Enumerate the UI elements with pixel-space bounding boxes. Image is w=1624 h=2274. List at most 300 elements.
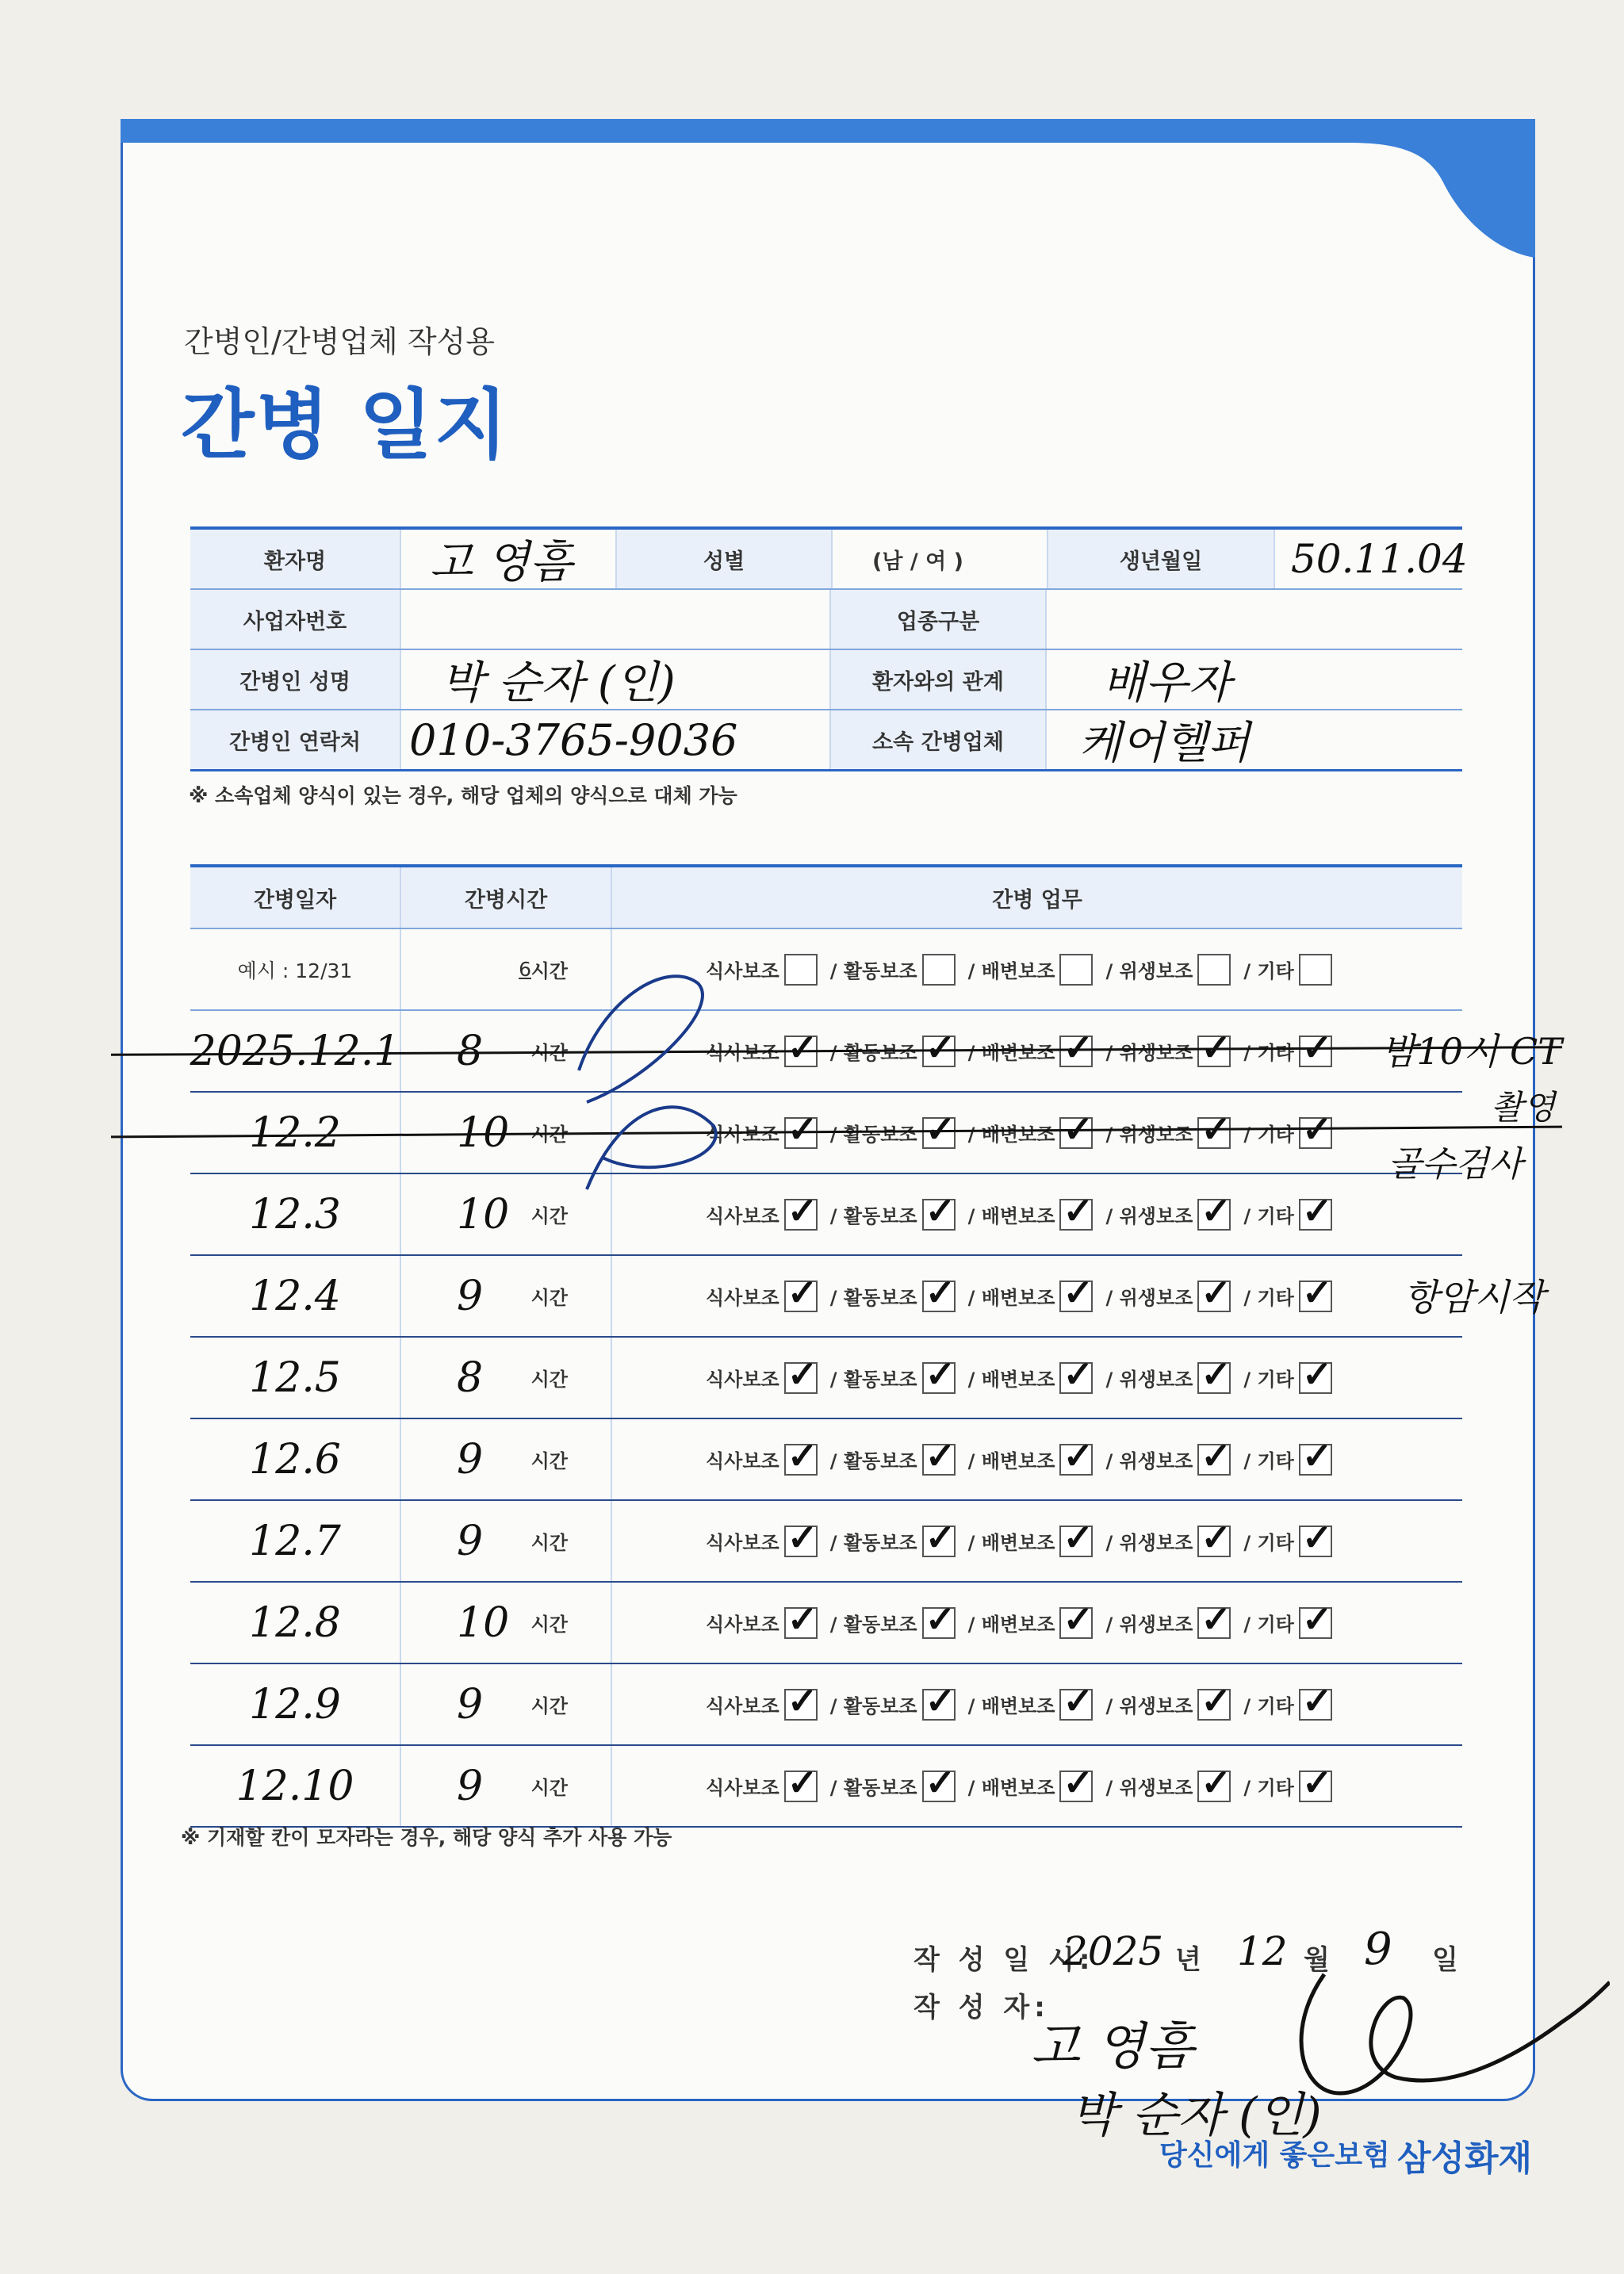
date-cell[interactable] bbox=[190, 1011, 401, 1091]
tasks-cell bbox=[612, 1746, 1462, 1826]
example-row bbox=[190, 929, 1462, 1011]
tasks-cell bbox=[612, 1664, 1462, 1744]
task-1 bbox=[829, 1515, 960, 1559]
care-hours: 9 bbox=[457, 1517, 484, 1565]
task-checkbox[interactable] bbox=[1299, 1352, 1333, 1395]
check-mark-icon: ✓ bbox=[1063, 1597, 1094, 1640]
task-1 bbox=[830, 954, 960, 986]
task-4 bbox=[1243, 1025, 1337, 1069]
task-label: / 위생보조 bbox=[1105, 1287, 1193, 1309]
task-label: / 위생보조 bbox=[1105, 960, 1193, 982]
check-mark-icon: ✓ bbox=[925, 1434, 956, 1477]
check-mark-icon: ✓ bbox=[1201, 1025, 1231, 1069]
task-3 bbox=[1105, 954, 1235, 986]
date-cell[interactable] bbox=[190, 1174, 401, 1254]
hours-cell[interactable] bbox=[401, 1664, 612, 1744]
task-2 bbox=[967, 1760, 1098, 1804]
task-checkbox[interactable] bbox=[1299, 1107, 1333, 1150]
task-label: / 위생보조 bbox=[1105, 1369, 1193, 1391]
form-title: 간병 일지 bbox=[181, 381, 510, 469]
hours-unit: 시간 bbox=[530, 1695, 568, 1717]
task-0 bbox=[706, 1270, 822, 1314]
check-mark-icon: ✓ bbox=[1063, 1515, 1094, 1559]
task-label: / 배변보조 bbox=[967, 1450, 1055, 1472]
caregiver-name-label: 간병인 성명 bbox=[190, 650, 401, 709]
task-checkbox[interactable] bbox=[1197, 1025, 1231, 1069]
check-mark-icon: ✓ bbox=[1301, 1679, 1333, 1722]
task-label: / 기타 bbox=[1243, 960, 1294, 982]
care-date: 12.2 bbox=[249, 1108, 341, 1157]
task-label: / 위생보조 bbox=[1105, 1532, 1193, 1554]
care-date: 12.9 bbox=[249, 1680, 341, 1728]
task-3 bbox=[1105, 1760, 1235, 1804]
task-label: 식사보조 bbox=[706, 1287, 779, 1309]
task-checkbox[interactable] bbox=[1197, 1352, 1231, 1395]
hours-unit: 시간 bbox=[530, 1124, 568, 1146]
task-label: 식사보조 bbox=[706, 1124, 779, 1146]
contact-value: 010-3765-9036 bbox=[409, 714, 738, 765]
care-row bbox=[190, 1664, 1462, 1746]
task-checkbox[interactable] bbox=[922, 1352, 956, 1395]
hours-cell[interactable] bbox=[401, 1746, 612, 1826]
task-0 bbox=[706, 1597, 822, 1640]
task-checkbox[interactable] bbox=[1197, 1597, 1231, 1640]
corner-wave bbox=[1348, 119, 1535, 262]
care-hours: 10 bbox=[457, 1598, 510, 1647]
care-hours: 8 bbox=[457, 1027, 484, 1075]
task-label: 식사보조 bbox=[706, 1205, 779, 1227]
task-label: / 배변보조 bbox=[967, 1042, 1055, 1064]
hours-unit: 시간 bbox=[530, 1450, 568, 1472]
info-table bbox=[190, 526, 1468, 771]
header-hours: 간병시간 bbox=[401, 867, 612, 928]
gender-cell[interactable] bbox=[833, 530, 1048, 588]
check-mark-icon: ✓ bbox=[1063, 1107, 1094, 1150]
task-checkbox[interactable] bbox=[922, 1597, 956, 1640]
task-checkbox[interactable] bbox=[1059, 1025, 1094, 1069]
sign-year: 2025 bbox=[1063, 1928, 1164, 1974]
check-mark-icon: ✓ bbox=[1301, 1515, 1333, 1559]
care-hours: 8 bbox=[457, 1353, 484, 1402]
task-checkbox[interactable] bbox=[1197, 954, 1231, 986]
hours-cell[interactable] bbox=[401, 1501, 612, 1581]
info-row-contact bbox=[190, 710, 1462, 769]
year-unit: 년 bbox=[1175, 1944, 1201, 1976]
care-hours: 9 bbox=[457, 1762, 484, 1810]
task-1 bbox=[829, 1597, 960, 1640]
task-label: / 기타 bbox=[1243, 1369, 1294, 1391]
note-row-1: 밤10시 CT bbox=[1381, 1030, 1562, 1073]
check-mark-icon: ✓ bbox=[1301, 1189, 1333, 1232]
task-checkbox[interactable] bbox=[784, 1352, 818, 1395]
caregiver-name-cell[interactable] bbox=[401, 650, 831, 709]
care-row bbox=[190, 1746, 1462, 1828]
agency-value: 케어헬퍼 bbox=[1078, 718, 1251, 769]
task-checkbox[interactable] bbox=[784, 1434, 818, 1477]
task-label: / 배변보조 bbox=[967, 1369, 1055, 1391]
task-label: / 위생보조 bbox=[1105, 1124, 1193, 1146]
task-4 bbox=[1243, 1270, 1337, 1314]
task-checkbox[interactable] bbox=[1059, 1679, 1094, 1722]
care-date: 12.5 bbox=[249, 1353, 341, 1402]
business-no-cell[interactable] bbox=[401, 590, 831, 649]
task-3 bbox=[1105, 1107, 1235, 1150]
date-cell[interactable] bbox=[190, 1583, 401, 1663]
check-mark-icon: ✓ bbox=[1201, 1352, 1231, 1395]
task-checkbox[interactable] bbox=[922, 1270, 956, 1314]
care-row bbox=[190, 1419, 1462, 1501]
care-hours: 9 bbox=[457, 1272, 484, 1320]
check-mark-icon: ✓ bbox=[1201, 1270, 1231, 1314]
check-mark-icon: ✓ bbox=[1301, 1434, 1333, 1477]
check-mark-icon: ✓ bbox=[925, 1025, 956, 1069]
task-checkbox[interactable] bbox=[1299, 1270, 1333, 1314]
task-label: / 기타 bbox=[1243, 1532, 1294, 1554]
care-row bbox=[190, 1583, 1462, 1664]
task-1 bbox=[829, 1352, 960, 1395]
info-row-business bbox=[190, 590, 1462, 650]
hours-unit: 시간 bbox=[530, 1614, 568, 1636]
task-label: / 배변보조 bbox=[967, 1614, 1055, 1636]
task-label: / 활동보조 bbox=[829, 960, 917, 982]
task-label: / 배변보조 bbox=[967, 1124, 1055, 1146]
task-label: / 활동보조 bbox=[829, 1042, 917, 1064]
task-checkbox[interactable] bbox=[922, 954, 956, 986]
care-row bbox=[190, 1501, 1462, 1583]
task-checkbox[interactable] bbox=[784, 1270, 818, 1314]
task-4 bbox=[1243, 1352, 1337, 1395]
form-subtitle: 간병인/간병업체 작성용 bbox=[184, 324, 495, 359]
day-unit: 일 bbox=[1432, 1944, 1458, 1976]
hours-cell[interactable] bbox=[401, 1419, 612, 1499]
task-checkbox[interactable] bbox=[1299, 1760, 1333, 1804]
task-checkbox[interactable] bbox=[1197, 1189, 1231, 1232]
task-label: 식사보조 bbox=[706, 1614, 779, 1636]
task-checkbox[interactable] bbox=[1059, 1434, 1094, 1477]
check-mark-icon: ✓ bbox=[1201, 1597, 1231, 1640]
check-mark-icon: ✓ bbox=[925, 1760, 956, 1804]
info-note: ※ 소속업체 양식이 있는 경우, 해당 업체의 양식으로 대체 가능 bbox=[189, 784, 737, 807]
patient-name-value: 고 영흠 bbox=[430, 537, 573, 588]
hours-cell[interactable] bbox=[401, 1256, 612, 1336]
task-1 bbox=[829, 1270, 960, 1314]
task-1 bbox=[829, 1434, 960, 1477]
task-2 bbox=[967, 1270, 1098, 1314]
note-row-4: 항암시작 bbox=[1404, 1276, 1545, 1319]
care-hours: 10 bbox=[457, 1108, 510, 1157]
tasks-cell bbox=[612, 1583, 1462, 1663]
hours-unit: 시간 bbox=[530, 1777, 568, 1799]
task-label: / 활동보조 bbox=[829, 1777, 917, 1799]
check-mark-icon: ✓ bbox=[1063, 1352, 1094, 1395]
task-checkbox[interactable] bbox=[1059, 1515, 1094, 1559]
task-checkbox[interactable] bbox=[1059, 1189, 1094, 1232]
task-2 bbox=[967, 1597, 1098, 1640]
caregiver-name-value: 박 순자 (인) bbox=[441, 657, 676, 709]
hours-unit: 시간 bbox=[530, 1042, 568, 1064]
task-checkbox[interactable] bbox=[784, 1760, 818, 1804]
task-label: / 기타 bbox=[1243, 1042, 1294, 1064]
task-checkbox[interactable] bbox=[922, 1679, 956, 1722]
task-label: / 활동보조 bbox=[829, 1287, 917, 1309]
relation-cell[interactable] bbox=[1047, 650, 1462, 709]
check-mark-icon: ✓ bbox=[787, 1107, 818, 1150]
task-checkbox[interactable] bbox=[1299, 1515, 1333, 1559]
care-date: 12.8 bbox=[249, 1598, 341, 1647]
task-checkbox[interactable] bbox=[1299, 1679, 1333, 1722]
check-mark-icon: ✓ bbox=[1201, 1434, 1231, 1477]
task-label: / 배변보조 bbox=[967, 1532, 1055, 1554]
business-no-label: 사업자번호 bbox=[190, 590, 401, 649]
task-label: / 활동보조 bbox=[829, 1369, 917, 1391]
task-checkbox[interactable] bbox=[922, 1434, 956, 1477]
task-label: 식사보조 bbox=[706, 1532, 779, 1554]
task-label: / 기타 bbox=[1243, 1614, 1294, 1636]
task-checkbox[interactable] bbox=[1197, 1434, 1231, 1477]
task-checkbox[interactable] bbox=[784, 1597, 818, 1640]
care-date: 12.7 bbox=[249, 1517, 341, 1565]
care-date: 12.3 bbox=[249, 1190, 341, 1238]
industry-label: 업종구분 bbox=[831, 590, 1047, 649]
header-date: 간병일자 bbox=[190, 867, 401, 928]
task-label: / 활동보조 bbox=[829, 1205, 917, 1227]
task-4 bbox=[1243, 1189, 1337, 1232]
writer-signature bbox=[1269, 1935, 1610, 2141]
gender-label: 성별 bbox=[617, 530, 833, 588]
task-2 bbox=[967, 1515, 1098, 1559]
task-label: / 기타 bbox=[1243, 1287, 1294, 1309]
task-checkbox[interactable] bbox=[1299, 1434, 1333, 1477]
sign-month: 12 bbox=[1237, 1928, 1288, 1974]
task-checkbox[interactable] bbox=[1059, 1107, 1094, 1150]
task-checkbox[interactable] bbox=[1059, 1270, 1094, 1314]
check-mark-icon: ✓ bbox=[787, 1515, 818, 1559]
task-checkbox[interactable] bbox=[922, 1760, 956, 1804]
check-mark-icon: ✓ bbox=[925, 1597, 956, 1640]
info-row-patient bbox=[190, 530, 1468, 590]
task-checkbox[interactable] bbox=[922, 1515, 956, 1559]
task-0 bbox=[706, 1760, 822, 1804]
top-band bbox=[121, 119, 1535, 143]
contact-label: 간병인 연락처 bbox=[190, 710, 401, 769]
care-row bbox=[190, 1174, 1462, 1256]
example-date: 예시 : 12/31 bbox=[237, 959, 353, 982]
check-mark-icon: ✓ bbox=[1301, 1352, 1333, 1395]
check-mark-icon: ✓ bbox=[925, 1107, 956, 1150]
task-checkbox[interactable] bbox=[1299, 1025, 1333, 1069]
task-label: / 배변보조 bbox=[967, 1205, 1055, 1227]
date-cell[interactable] bbox=[190, 1093, 401, 1173]
footer-slogan: 당신에게 좋은보험 bbox=[1159, 2139, 1390, 2172]
tasks-cell bbox=[612, 1256, 1462, 1336]
task-label: 식사보조 bbox=[706, 1369, 779, 1391]
check-mark-icon: ✓ bbox=[1301, 1107, 1333, 1150]
tasks-cell bbox=[612, 1501, 1462, 1581]
check-mark-icon: ✓ bbox=[1201, 1107, 1231, 1150]
task-label: / 위생보조 bbox=[1105, 1777, 1193, 1799]
tasks-cell bbox=[612, 1419, 1462, 1499]
task-label: 식사보조 bbox=[706, 960, 779, 982]
task-checkbox[interactable] bbox=[1197, 1515, 1231, 1559]
task-checkbox[interactable] bbox=[922, 1107, 956, 1150]
task-label: 식사보조 bbox=[706, 1695, 779, 1717]
task-checkbox[interactable] bbox=[1197, 1760, 1231, 1804]
check-mark-icon: ✓ bbox=[1063, 1434, 1094, 1477]
task-label: / 위생보조 bbox=[1105, 1205, 1193, 1227]
birth-value: 50.11.04 bbox=[1291, 536, 1468, 582]
task-label: / 위생보조 bbox=[1105, 1614, 1193, 1636]
writer-2: 박 순자 (인) bbox=[1071, 2088, 1322, 2143]
task-checkbox[interactable] bbox=[784, 1515, 818, 1559]
care-footnote: ※ 기재할 칸이 모자라는 경우, 해당 양식 추가 사용 가능 bbox=[181, 1826, 672, 1849]
check-mark-icon: ✓ bbox=[787, 1597, 818, 1640]
hours-unit: 시간 bbox=[530, 1287, 568, 1309]
task-checkbox[interactable] bbox=[1197, 1679, 1231, 1722]
task-1 bbox=[829, 1189, 960, 1232]
task-1 bbox=[829, 1679, 960, 1722]
relation-value: 배우자 bbox=[1102, 657, 1231, 709]
task-4 bbox=[1243, 1434, 1337, 1477]
task-label: / 기타 bbox=[1243, 1695, 1294, 1717]
gender-value: (남 / 여 ) bbox=[872, 549, 963, 574]
task-checkbox[interactable] bbox=[1059, 1352, 1094, 1395]
task-checkbox[interactable] bbox=[1059, 954, 1093, 986]
date-label: 작 성 일 시: bbox=[914, 1944, 1095, 1976]
task-3 bbox=[1105, 1679, 1235, 1722]
task-2 bbox=[968, 954, 1098, 986]
writer-1: 고 영흠 bbox=[1031, 2018, 1194, 2077]
month-unit: 월 bbox=[1304, 1944, 1330, 1976]
date-cell[interactable] bbox=[190, 1746, 401, 1826]
task-2 bbox=[967, 1107, 1098, 1150]
care-date: 2025.12.1 bbox=[190, 1027, 400, 1075]
check-mark-icon: ✓ bbox=[787, 1025, 818, 1069]
check-mark-icon: ✓ bbox=[787, 1189, 818, 1232]
task-1 bbox=[829, 1760, 960, 1804]
task-label: / 배변보조 bbox=[967, 1777, 1055, 1799]
birth-cell[interactable] bbox=[1275, 530, 1468, 588]
industry-cell[interactable] bbox=[1047, 590, 1462, 649]
patient-name-label: 환자명 bbox=[190, 530, 401, 588]
check-mark-icon: ✓ bbox=[1201, 1760, 1231, 1804]
check-mark-icon: ✓ bbox=[1063, 1189, 1094, 1232]
task-label: / 배변보조 bbox=[967, 1695, 1055, 1717]
task-4 bbox=[1243, 1515, 1337, 1559]
care-row bbox=[190, 1338, 1462, 1419]
agency-label: 소속 간병업체 bbox=[831, 710, 1047, 769]
note-extra: 촬영 bbox=[1491, 1088, 1556, 1127]
date-cell[interactable] bbox=[190, 1338, 401, 1418]
check-mark-icon: ✓ bbox=[925, 1515, 956, 1559]
writer-label: 작 성 자: bbox=[914, 1992, 1050, 2023]
contact-cell[interactable] bbox=[401, 710, 831, 769]
note-row-2: 골수검사 bbox=[1388, 1144, 1523, 1185]
check-mark-icon: ✓ bbox=[925, 1352, 956, 1395]
example-date-cell bbox=[190, 929, 401, 1009]
task-4 bbox=[1243, 1107, 1337, 1150]
task-label: 식사보조 bbox=[706, 1450, 779, 1472]
care-date: 12.6 bbox=[249, 1435, 341, 1483]
date-cell[interactable] bbox=[190, 1501, 401, 1581]
check-mark-icon: ✓ bbox=[925, 1270, 956, 1314]
task-label: / 활동보조 bbox=[829, 1124, 917, 1146]
check-mark-icon: ✓ bbox=[1301, 1597, 1333, 1640]
task-3 bbox=[1105, 1270, 1235, 1314]
task-3 bbox=[1105, 1189, 1235, 1232]
hours-unit: 시간 bbox=[530, 960, 568, 982]
example-hours: 6 bbox=[519, 958, 531, 981]
check-mark-icon: ✓ bbox=[1063, 1025, 1094, 1069]
task-4 bbox=[1243, 1679, 1337, 1722]
care-hours: 9 bbox=[457, 1680, 484, 1728]
task-checkbox[interactable] bbox=[1299, 1189, 1333, 1232]
task-checkbox[interactable] bbox=[1299, 954, 1332, 986]
check-mark-icon: ✓ bbox=[787, 1270, 818, 1314]
task-checkbox[interactable] bbox=[1197, 1107, 1231, 1150]
check-mark-icon: ✓ bbox=[787, 1760, 818, 1804]
check-mark-icon: ✓ bbox=[1301, 1270, 1333, 1314]
care-hours: 10 bbox=[457, 1190, 510, 1238]
task-label: 식사보조 bbox=[706, 1777, 779, 1799]
task-checkbox[interactable] bbox=[1197, 1270, 1231, 1314]
check-mark-icon: ✓ bbox=[1301, 1025, 1333, 1069]
hours-cell[interactable] bbox=[401, 1338, 612, 1418]
task-checkbox[interactable] bbox=[922, 1189, 956, 1232]
check-mark-icon: ✓ bbox=[787, 1434, 818, 1477]
task-4 bbox=[1243, 1760, 1337, 1804]
tasks-cell bbox=[612, 1338, 1462, 1418]
task-label: / 활동보조 bbox=[829, 1614, 917, 1636]
date-cell[interactable] bbox=[190, 1256, 401, 1336]
task-label: / 활동보조 bbox=[829, 1450, 917, 1472]
care-header bbox=[190, 867, 1462, 929]
task-2 bbox=[967, 1434, 1098, 1477]
task-label: / 기타 bbox=[1243, 1777, 1294, 1799]
task-3 bbox=[1105, 1597, 1235, 1640]
task-2 bbox=[967, 1189, 1098, 1232]
hours-cell[interactable] bbox=[401, 1583, 612, 1663]
task-label: / 위생보조 bbox=[1105, 1695, 1193, 1717]
check-mark-icon: ✓ bbox=[1063, 1270, 1094, 1314]
task-0 bbox=[706, 1515, 822, 1559]
task-4 bbox=[1243, 954, 1337, 986]
task-4 bbox=[1243, 1597, 1337, 1640]
care-row bbox=[190, 1256, 1462, 1338]
agency-cell[interactable] bbox=[1047, 710, 1462, 769]
task-label: / 기타 bbox=[1243, 1450, 1294, 1472]
task-label: / 위생보조 bbox=[1105, 1042, 1193, 1064]
task-3 bbox=[1105, 1515, 1235, 1559]
check-mark-icon: ✓ bbox=[1063, 1679, 1094, 1722]
task-label: 식사보조 bbox=[706, 1042, 779, 1064]
task-3 bbox=[1105, 1025, 1235, 1069]
check-mark-icon: ✓ bbox=[1201, 1679, 1231, 1722]
check-mark-icon: ✓ bbox=[925, 1679, 956, 1722]
sign-day: 9 bbox=[1364, 1924, 1392, 1975]
date-cell[interactable] bbox=[190, 1664, 401, 1744]
task-label: / 배변보조 bbox=[967, 960, 1055, 982]
info-row-caregiver bbox=[190, 650, 1462, 710]
task-checkbox[interactable] bbox=[1299, 1597, 1333, 1640]
task-checkbox[interactable] bbox=[1059, 1597, 1094, 1640]
relation-label: 환자와의 관계 bbox=[831, 650, 1047, 709]
task-3 bbox=[1105, 1434, 1235, 1477]
patient-name-cell[interactable] bbox=[401, 530, 617, 588]
task-checkbox[interactable] bbox=[784, 1679, 818, 1722]
date-cell[interactable] bbox=[190, 1419, 401, 1499]
task-3 bbox=[1105, 1352, 1235, 1395]
task-checkbox[interactable] bbox=[1059, 1760, 1094, 1804]
